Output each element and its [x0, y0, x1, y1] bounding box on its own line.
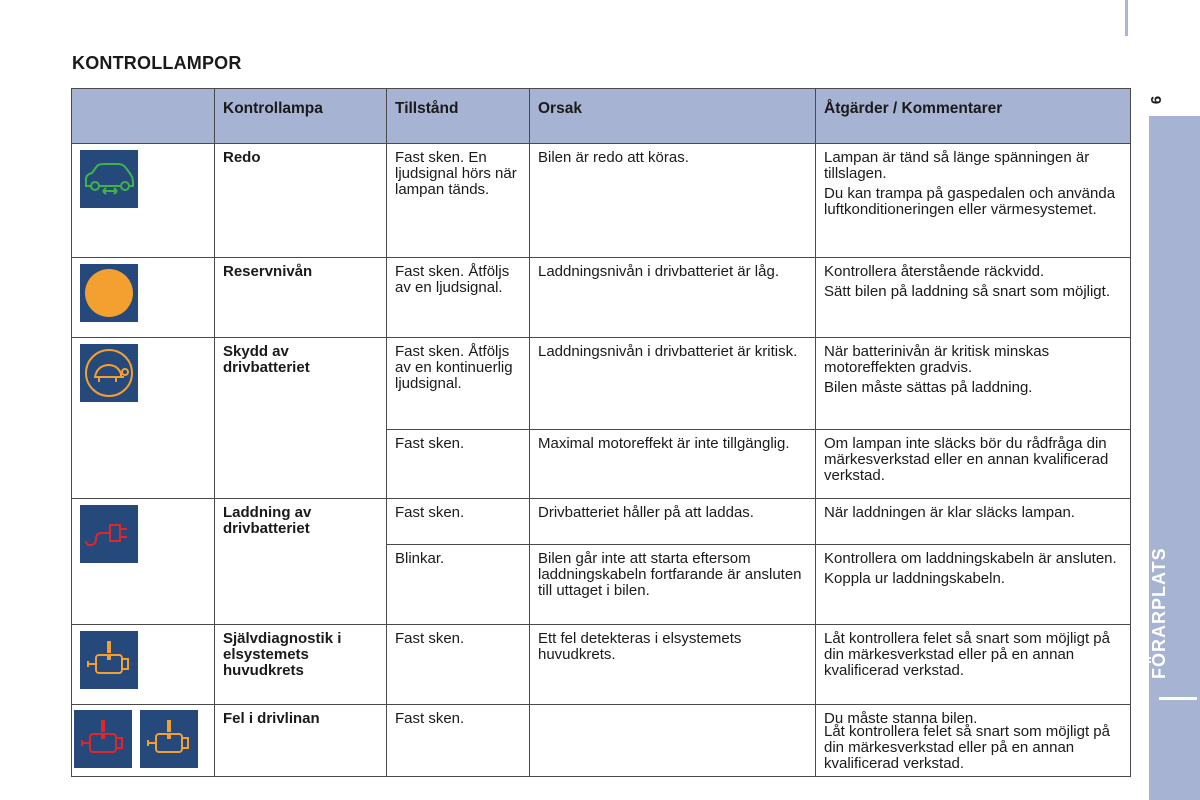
- lamp-state: Fast sken. Åtföljs av en kontinuerlig ljudsignal.: [387, 338, 530, 430]
- lamp-name: Skydd av drivbatteriet: [215, 338, 387, 499]
- lamp-state: Fast sken. En ljudsignal hörs när lampan tänds.: [387, 144, 530, 258]
- lamp-cause: Laddningsnivån i drivbatteriet är låg.: [530, 258, 816, 338]
- reserve-level-icon: [80, 264, 138, 322]
- table-header-row: [72, 89, 1131, 144]
- page-number: 9: [1147, 95, 1164, 105]
- lamp-cause: Maximal motoreffekt är inte tillgänglig.: [530, 430, 816, 499]
- lamp-action: [816, 144, 1131, 258]
- action-text: När batterinivån är kritisk minskas motoreffekten gradvis.: [824, 343, 1050, 376]
- side-tab-rule: [1159, 697, 1197, 700]
- header-lamp: Kontrollampa: [215, 89, 387, 144]
- warning-lamps-table: [71, 88, 1131, 777]
- lamp-state: Fast sken.: [387, 625, 530, 705]
- action-text: Låt kontrollera felet så snart som möjligt på din märkesverkstad eller på en annan kvalificerad verkstad.: [824, 630, 1110, 679]
- lamp-state: Fast sken.: [387, 430, 530, 499]
- lamp-name: Redo: [215, 144, 387, 258]
- header-cause: Orsak: [530, 89, 816, 144]
- action-text: Lampan är tänd så länge spänningen är tillslagen.: [824, 149, 1090, 182]
- lamp-name: Reservnivån: [215, 258, 387, 338]
- lamp-action: [816, 545, 1131, 625]
- header-state: Tillstånd: [387, 89, 530, 144]
- section-side-tab-label: FÖRARPLATS: [1149, 547, 1169, 679]
- lamp-cause: Ett fel detekteras i elsystemets huvudkrets.: [530, 625, 816, 705]
- lamp-name: Självdiagnostik i elsystemets huvudkrets: [215, 625, 387, 705]
- lamp-name: Fel i drivlinan: [215, 705, 387, 777]
- table-row: [72, 499, 1131, 545]
- action-text: Du kan trampa på gaspedalen och använda luftkonditioneringen eller värmesystemet.: [824, 185, 1116, 218]
- lamp-icon-cell: [72, 338, 215, 499]
- top-rule: [1125, 0, 1128, 36]
- drivetrain-fault-red-icon: [74, 710, 132, 768]
- table-row: [72, 625, 1131, 705]
- action-text: Du måste stanna bilen.: [824, 710, 978, 727]
- electrical-fault-icon: [80, 631, 138, 689]
- action-text: Koppla ur laddningskabeln.: [824, 570, 1005, 587]
- table-row: [72, 258, 1131, 338]
- action-text: Kontrollera om laddningskabeln är ansluten.: [824, 550, 1117, 567]
- lamp-icon-cell: [72, 625, 215, 705]
- lamp-action: [816, 430, 1131, 499]
- action-text: Bilen måste sättas på laddning.: [824, 379, 1033, 396]
- lamp-cause: Bilen går inte att starta eftersom laddningskabeln fortfarande är ansluten till uttaget i bilen.: [530, 545, 816, 625]
- action-text: Låt kontrollera felet så snart som möjligt på din märkesverkstad eller på en annan kvalificerad verkstad.: [824, 723, 1110, 772]
- charging-plug-icon: [80, 505, 138, 563]
- action-text: Sätt bilen på laddning så snart som möjligt.: [824, 283, 1110, 300]
- lamp-action: [816, 499, 1131, 545]
- lamp-cause: [530, 705, 816, 777]
- lamp-cause: Bilen är redo att köras.: [530, 144, 816, 258]
- lamp-state: Fast sken.: [387, 705, 530, 777]
- page-title: KONTROLLAMPOR: [72, 53, 242, 73]
- lamp-action: [816, 338, 1131, 430]
- lamp-state: Fast sken.: [387, 499, 530, 545]
- action-text: Kontrollera återstående räckvidd.: [824, 263, 1045, 280]
- header-action: Åtgärder / Kommentarer: [816, 89, 1131, 144]
- action-text: När laddningen är klar släcks lampan.: [824, 504, 1075, 521]
- lamp-action: [816, 705, 1131, 777]
- header-blank-cell: [72, 89, 215, 144]
- lamp-state: Blinkar.: [387, 545, 530, 625]
- lamp-state: Fast sken. Åtföljs av en ljudsignal.: [387, 258, 530, 338]
- table-row: [72, 338, 1131, 430]
- lamp-action: [816, 625, 1131, 705]
- turtle-icon: [80, 344, 138, 402]
- lamp-action: [816, 258, 1131, 338]
- table-row: [72, 705, 1131, 777]
- drivetrain-fault-orange-icon: [140, 710, 198, 768]
- lamp-icon-cell: [72, 705, 215, 777]
- lamp-icon-cell: [72, 144, 215, 258]
- table-row: [72, 144, 1131, 258]
- lamp-icon-cell: [72, 499, 215, 625]
- car-ready-icon: [80, 150, 138, 208]
- action-text: Om lampan inte släcks bör du rådfråga din märkesverkstad eller en annan kvalificerad verkstad.: [824, 435, 1109, 484]
- lamp-cause: Drivbatteriet håller på att laddas.: [530, 499, 816, 545]
- lamp-icon-cell: [72, 258, 215, 338]
- lamp-name: Laddning av drivbatteriet: [215, 499, 387, 625]
- lamp-cause: Laddningsnivån i drivbatteriet är kritisk.: [530, 338, 816, 430]
